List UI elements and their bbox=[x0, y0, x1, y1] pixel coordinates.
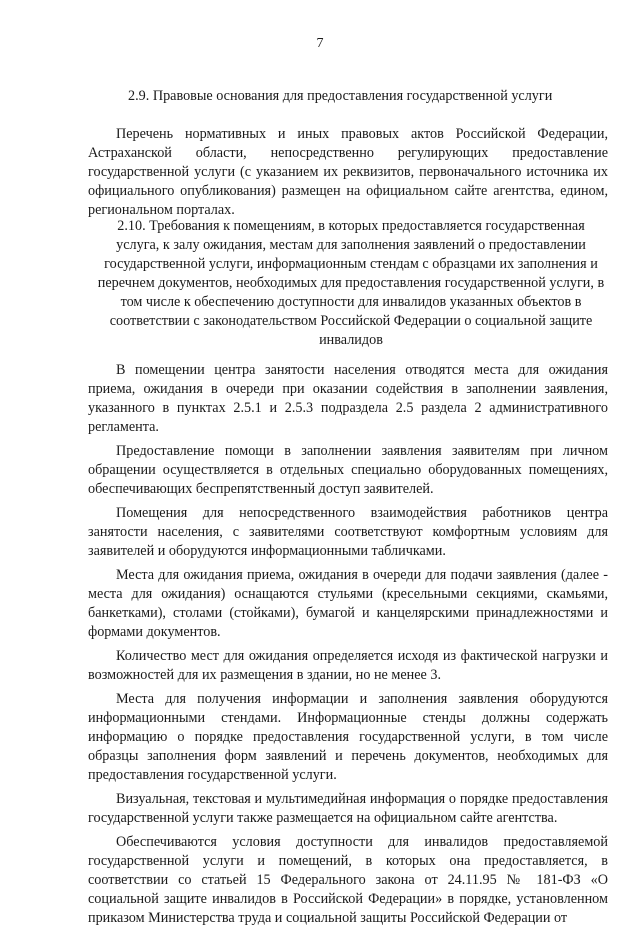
paragraph: Количество мест для ожидания определяется исходя из фактической нагрузки и возможностей для их размещения в здании, но не менее 3. bbox=[88, 648, 608, 683]
paragraph: Места для ожидания приема, ожидания в очереди для подачи заявления (далее - места для ожидания) оснащаются стульями (кресельными секциями, скамьями, банкетками), столами (стойками), бумагой и канцелярскими принадлежностями и формами документов. bbox=[88, 567, 608, 640]
section-heading-2-10: 2.10. Требования к помещениям, в которых предоставляется государственная услуга, к залу ожидания, местам для заполнения заявлений о предоставлении государственной услуги, информационным стендам с образцами их заполнения и перечнем документов, необходимых для предоставления государственной услуги, в том числе к обеспечению доступности для инвалидов указанных объектов в соответствии с законодательством Российской Федерации о социальной защите инвалидов bbox=[97, 218, 605, 348]
paragraph: Перечень нормативных и иных правовых актов Российской Федерации, Астраханской области, непосредственно регулирующих предоставление государственной услуги (с указанием их реквизитов, первоначального источника их официального опубликования) размещен на официальном сайте агентства, едином, региональном порталах. bbox=[88, 126, 608, 218]
paragraph: Визуальная, текстовая и мультимедийная информация о порядке предоставления государственной услуги также размещается на официальном сайте агентства. bbox=[88, 791, 608, 826]
paragraph: В помещении центра занятости населения отводятся места для ожидания приема, ожидания в очереди при оказании содействия в заполнении заявления, указанного в пунктах 2.5.1 и 2.5.3 подраздела 2.5 раздела 2 административного регламента. bbox=[88, 362, 608, 435]
section-2-9-body bbox=[88, 125, 608, 220]
section-2-10-body bbox=[88, 361, 608, 933]
page-number: 7 bbox=[316, 36, 324, 51]
section-heading-2-9: 2.9. Правовые основания для предоставления государственной услуги bbox=[128, 88, 553, 104]
paragraph: Обеспечиваются условия доступности для инвалидов предоставляемой государственной услуги и помещений, в которых она предоставляется, в соответствии со статьей 15 Федерального закона от 24.11.95 № 181-ФЗ «О социальной защите инвалидов в Российской Федерации» в порядке, установленном приказом Министерства труда и социальной защиты Российской Федерации от bbox=[88, 834, 608, 926]
paragraph: Предоставление помощи в заполнении заявления заявителям при личном обращении осуществляется в отдельных специально оборудованных помещениях, обеспечивающих беспрепятственный доступ заявителей. bbox=[88, 443, 608, 497]
paragraph: Помещения для непосредственного взаимодействия работников центра занятости населения, с заявителями соответствуют комфортным условиям для заявителей и оборудуются информационными табличками. bbox=[88, 505, 608, 559]
paragraph: Места для получения информации и заполнения заявления оборудуются информационными стендами. Информационные стенды должны содержать информацию о порядке предоставления государственной услуги, в том числе образцы заполнения форм заявлений и перечень документов, необходимых для предоставления государственной услуги. bbox=[88, 691, 608, 783]
